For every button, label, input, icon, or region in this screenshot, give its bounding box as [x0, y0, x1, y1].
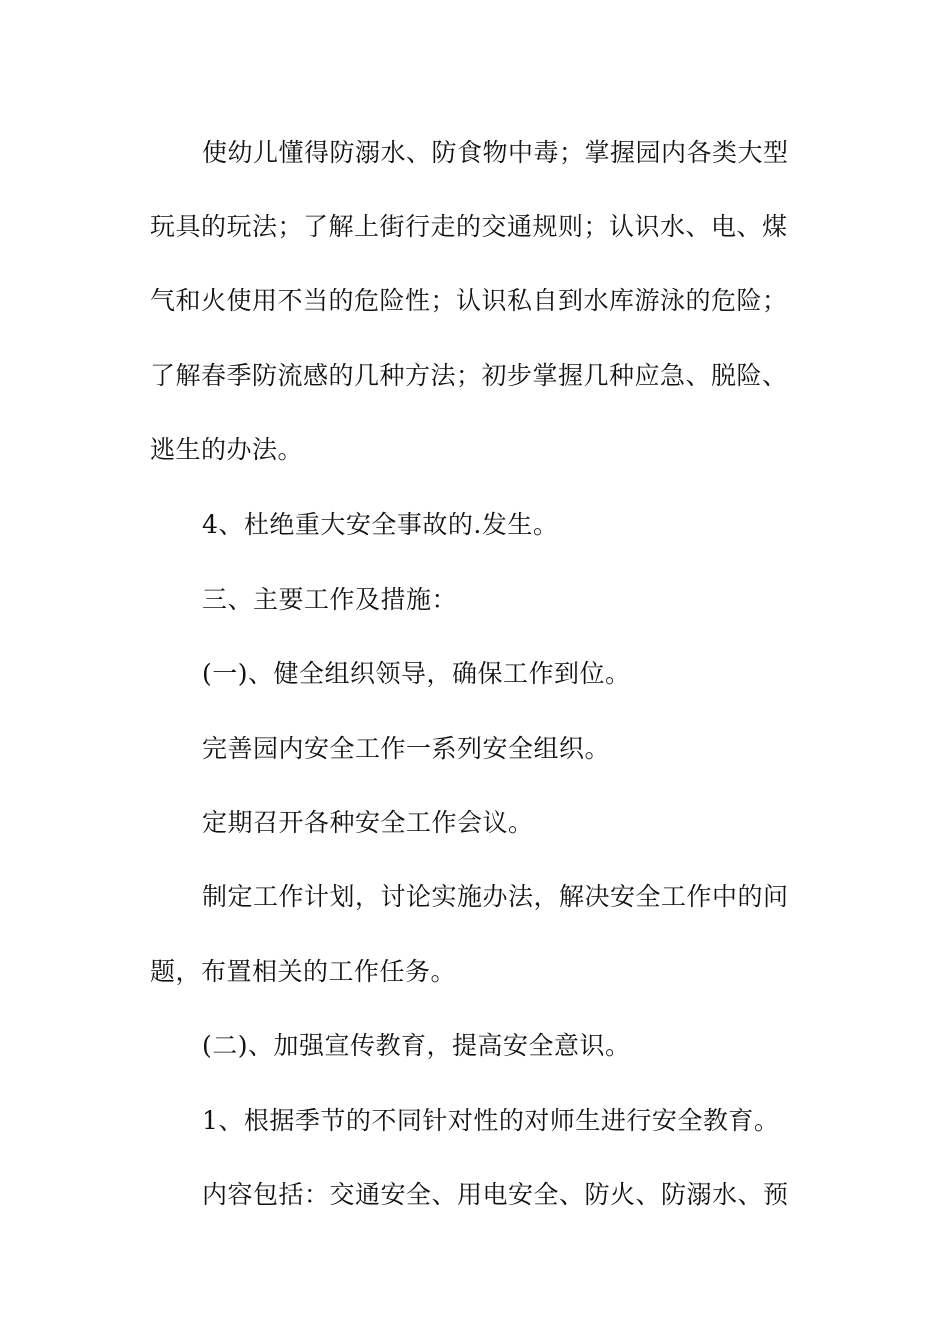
paragraph-line: 内容包括：交通安全、用电安全、防火、防溺水、预 — [202, 1180, 789, 1209]
section-heading: 三、主要工作及措施： — [202, 585, 458, 614]
paragraph-line: 气和火使用不当的危险性；认识私自到水库游泳的危险； — [150, 286, 788, 315]
subsection-heading: (一)、健全组织领导，确保工作到位。 — [202, 659, 631, 688]
subsection-heading: (二)、加强宣传教育，提高安全意识。 — [202, 1031, 631, 1060]
paragraph-line: 玩具的玩法；了解上街行走的交通规则；认识水、电、煤 — [150, 212, 788, 241]
list-item: 4、杜绝重大安全事故的.发生。 — [202, 510, 559, 539]
paragraph-line: 题，布置相关的工作任务。 — [150, 957, 457, 986]
paragraph-line: 完善园内安全工作一系列安全组织。 — [202, 734, 611, 763]
paragraph-line: 了解春季防流感的几种方法；初步掌握几种应急、脱险、 — [150, 361, 788, 390]
paragraph-line: 使幼儿懂得防溺水、防食物中毒；掌握园内各类大型 — [202, 138, 789, 167]
paragraph-line: 制定工作计划，讨论实施办法，解决安全工作中的问 — [202, 882, 789, 911]
list-item: 1、根据季节的不同针对性的对师生进行安全教育。 — [202, 1106, 780, 1135]
paragraph-line: 逃生的办法。 — [150, 435, 304, 464]
paragraph-line: 定期召开各种安全工作会议。 — [202, 808, 534, 837]
